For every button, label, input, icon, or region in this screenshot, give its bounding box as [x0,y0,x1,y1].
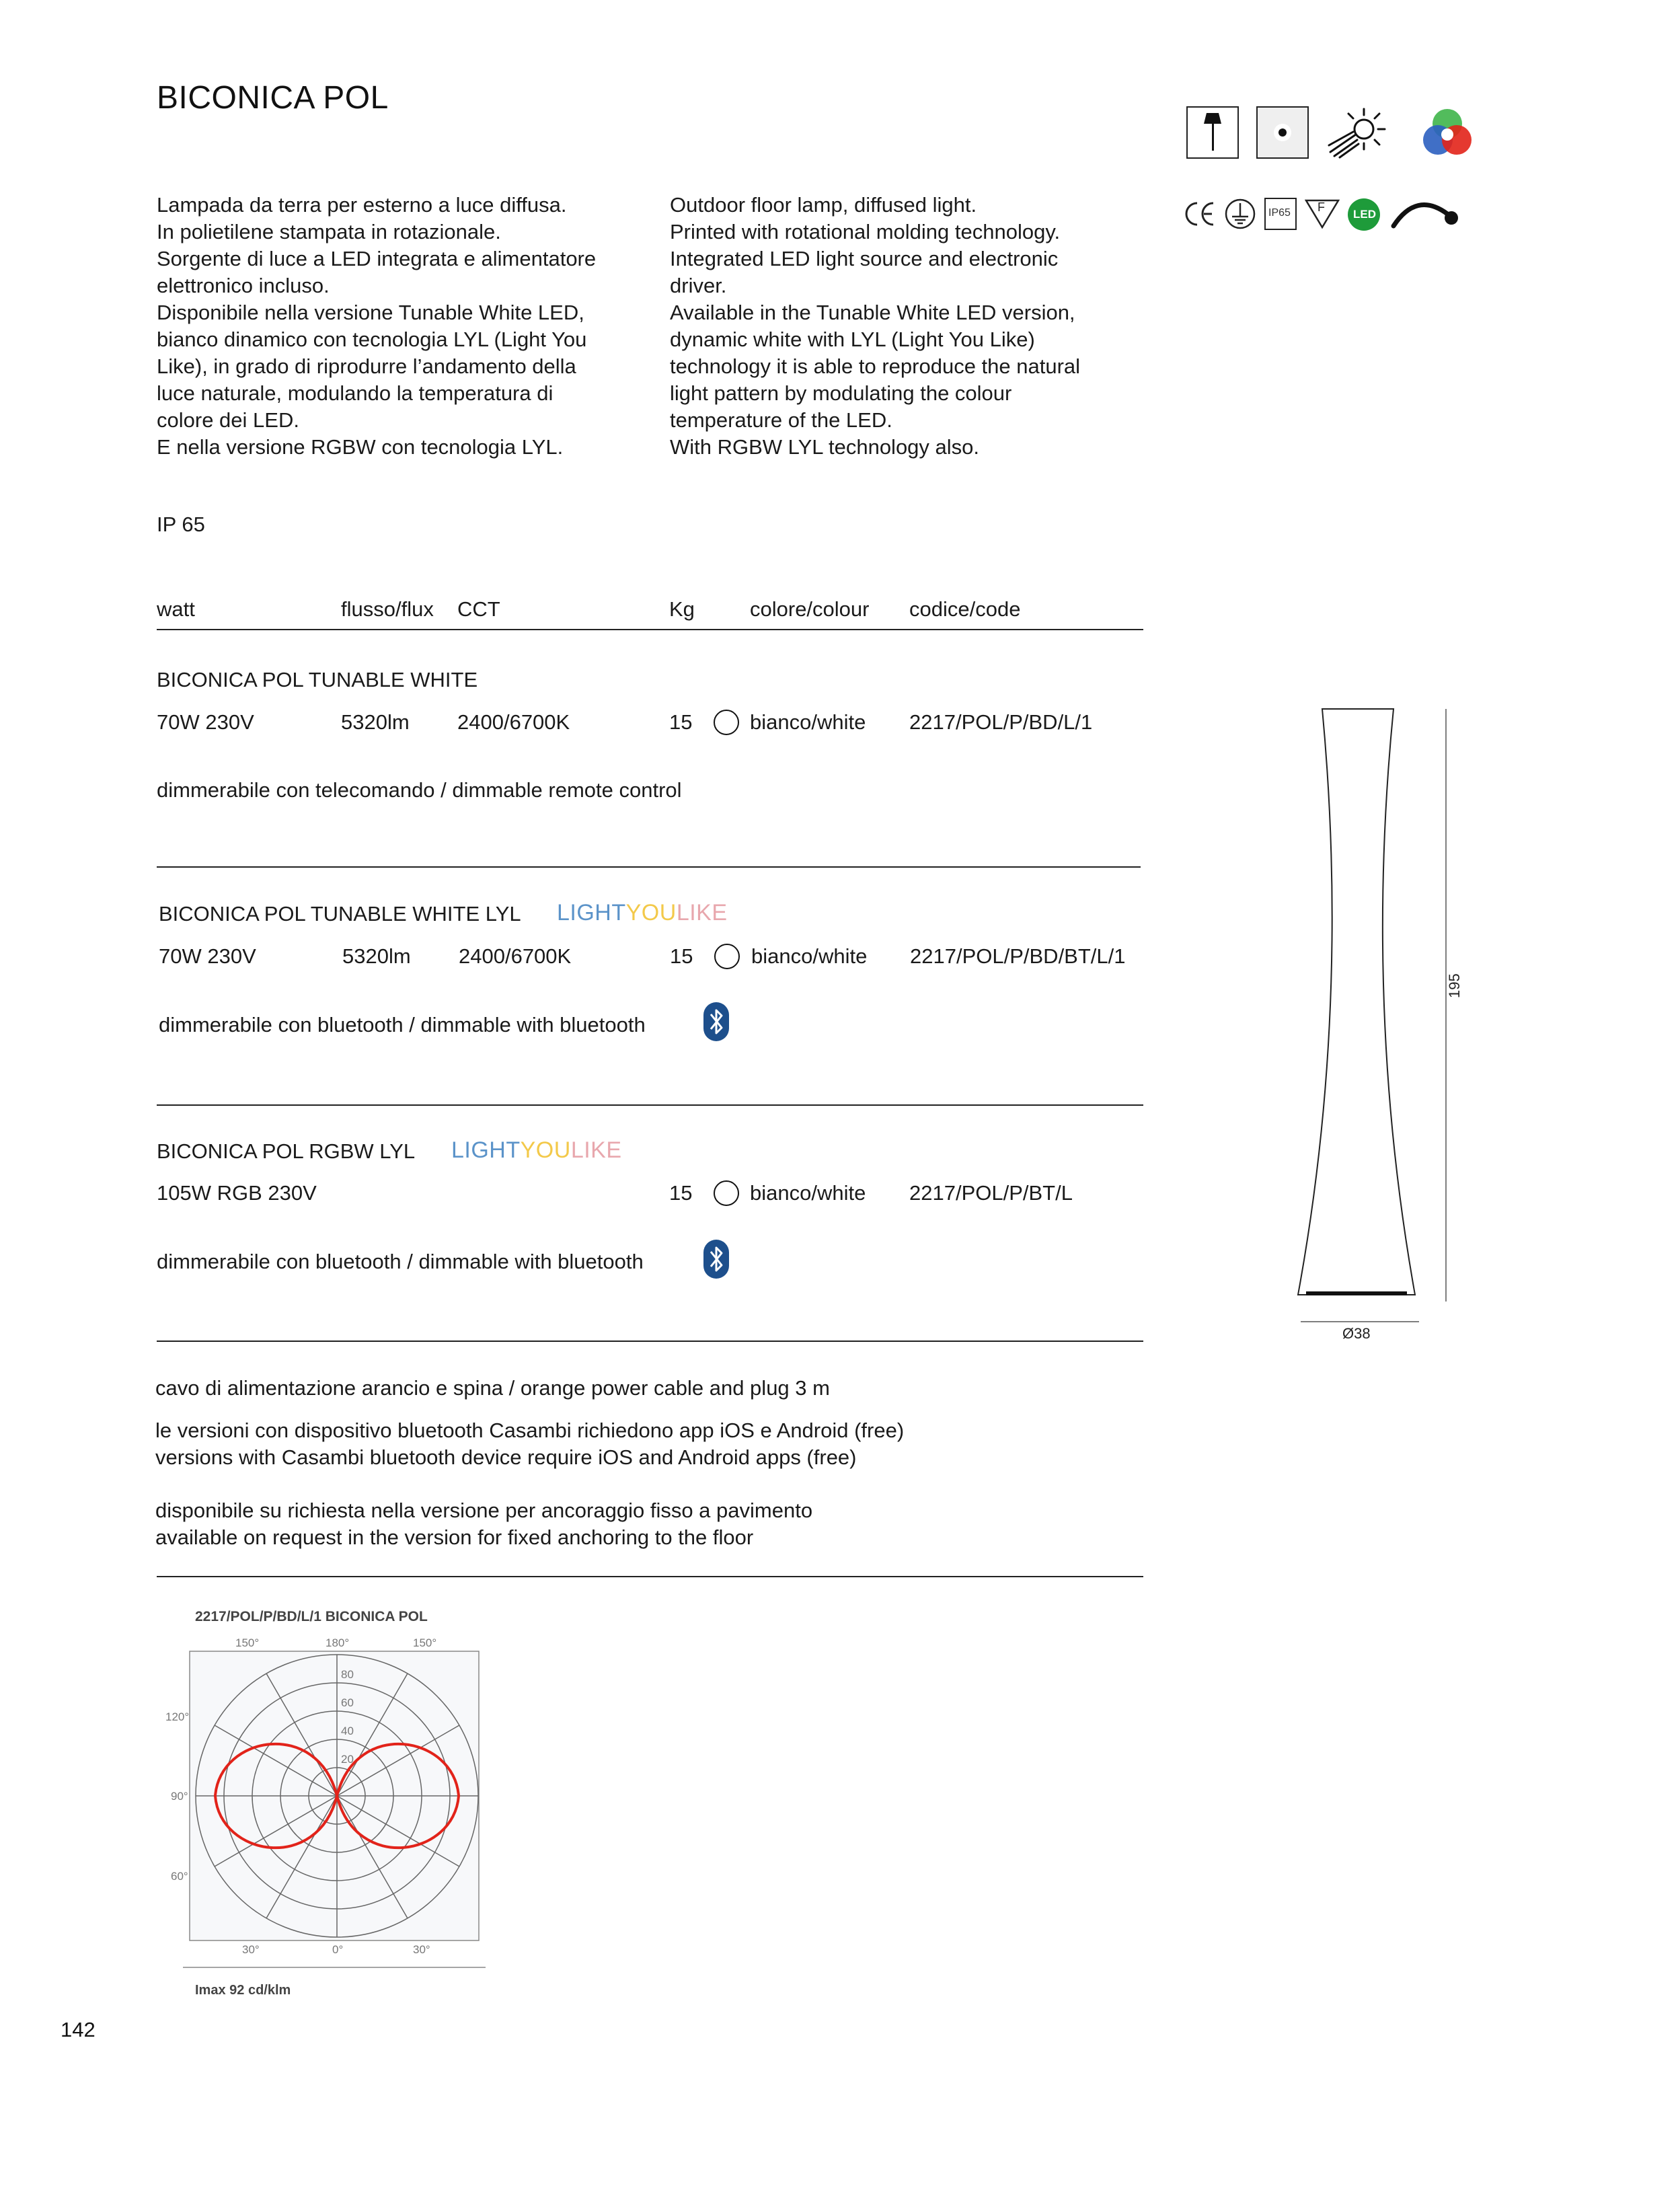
polar-top-label: 180° [326,1636,350,1649]
floor-lamp-icon [1186,106,1239,159]
polar-bottom-label: 0° [332,1943,344,1956]
earth-class-icon [1224,198,1256,233]
led-icon [1348,198,1380,231]
description-it-line: Sorgente di luce a LED integrata e alimentatore [157,247,597,270]
white-colour-swatch [714,710,739,735]
description-it [157,192,596,461]
ce-mark-icon [1184,199,1217,232]
description-en-line: temperature of the LED. [670,408,892,432]
polar-diagram [156,1601,506,2004]
lamp-drawing [1291,700,1453,1328]
lyl-logo-part: LIGHT [557,900,626,926]
description-it-line: elettronico incluso. [157,274,330,297]
description-it-line: Lampada da terra per esterno a luce diffusa. [157,193,567,217]
product-2-kg: 15 [670,944,693,968]
lyl-logo-part: LIGHT [451,1137,521,1163]
product-2-code: 2217/POL/P/BD/BT/L/1 [910,944,1126,968]
description-en-line: Outdoor floor lamp, diffused light. [670,193,977,217]
section-divider [157,1341,1143,1342]
lightyoulike-logo [451,1137,622,1164]
header-divider [157,629,1143,630]
rgb-color-icon [1419,105,1476,165]
dimmable-arc-icon [1389,191,1463,235]
polar-radial-label: 60 [341,1696,354,1709]
product-title: BICONICA POL [157,80,389,116]
product-2-note: dimmerabile con bluetooth / dimmable with bluetooth [159,1013,646,1036]
diffused-light-icon [1256,106,1309,159]
section-divider [157,1104,1143,1106]
description-en-line: Integrated LED light source and electronic [670,247,1059,270]
description-it-line: Like), in grado di riprodurre l’andamento della [157,354,576,378]
height-dimension: 195 [1446,973,1463,998]
description-it-line: E nella versione RGBW con tecnologia LYL. [157,435,564,459]
product-2-name: BICONICA POL TUNABLE WHITE LYL [159,902,521,926]
description-en-line: driver. [670,274,727,297]
description-en-line: Available in the Tunable White LED version, [670,301,1075,324]
white-colour-swatch [714,1180,739,1206]
bluetooth-icon [703,1002,729,1041]
header-colour: colore/colour [750,597,870,621]
polar-top-label: 150° [413,1636,437,1649]
header-flux: flusso/flux [341,597,434,621]
section-divider [157,866,1141,868]
bluetooth-icon [703,1240,729,1279]
ip65-icon [1264,198,1297,230]
description-it-line: Disponibile nella versione Tunable White LED, [157,301,584,324]
outdoor-sun-icon [1328,105,1388,162]
led-icon-label: LED [1353,208,1376,221]
header-watt: watt [157,597,195,621]
product-3-code: 2217/POL/P/BT/L [909,1181,1073,1205]
white-colour-swatch [714,944,740,969]
polar-radial-label: 80 [341,1668,354,1681]
polar-bottom-label: 30° [242,1943,260,1956]
polar-imax: Imax 92 cd/klm [195,1983,291,1998]
anchor-note-en: available on request in the version for fixed anchoring to the floor [155,1525,754,1549]
polar-left-label: 120° [165,1710,190,1723]
bluetooth-note-it: le versioni con dispositivo bluetooth Casambi richiedono app iOS e Android (free) [155,1419,905,1442]
anchor-note-it: disponibile su richiesta nella versione per ancoraggio fisso a pavimento [155,1499,813,1522]
product-3-note: dimmerabile con bluetooth / dimmable with bluetooth [157,1250,644,1273]
cable-note: cavo di alimentazione arancio e spina / orange power cable and plug 3 m [155,1376,830,1400]
lightyoulike-logo [557,900,728,926]
description-en-line: With RGBW LYL technology also. [670,435,980,459]
polar-left-label: 60° [171,1870,188,1883]
product-2-colour: bianco/white [751,944,868,968]
page-number: 142 [61,2018,96,2041]
footer-divider [157,1576,1143,1577]
header-kg: Kg [669,597,695,621]
polar-bottom-label: 30° [413,1943,430,1956]
lyl-logo-part: YOU [520,1137,571,1163]
header-cct: CCT [457,597,500,621]
product-3-watt: 105W RGB 230V [157,1181,317,1205]
product-1-name: BICONICA POL TUNABLE WHITE [157,668,478,691]
description-it-line: colore dei LED. [157,408,299,432]
lyl-logo-part: LIKE [676,900,728,926]
diameter-dimension: Ø38 [1342,1325,1371,1342]
product-2-watt: 70W 230V [159,944,256,968]
description-en [670,192,1080,461]
polar-top-label: 150° [235,1636,260,1649]
polar-radial-label: 20 [341,1753,354,1766]
description-it-line: luce naturale, modulando la temperatura di [157,381,553,405]
f-mark-label: F [1318,200,1325,214]
description-it-line: In polietilene stampata in rotazionale. [157,220,501,243]
lyl-logo-part: LIKE [570,1137,622,1163]
lyl-logo-part: YOU [625,900,677,926]
product-1-code: 2217/POL/P/BD/L/1 [909,710,1093,734]
description-it-line: bianco dinamico con tecnologia LYL (Light You [157,328,587,351]
ip-rating: IP 65 [157,513,205,536]
polar-left-label: 90° [171,1790,188,1803]
f-mark-icon [1305,198,1340,233]
product-1-cct: 2400/6700K [457,710,570,734]
bluetooth-note-en: versions with Casambi bluetooth device require iOS and Android apps (free) [155,1445,857,1469]
polar-diagram-svg [156,1601,506,2004]
description-en-line: light pattern by modulating the colour [670,381,1012,405]
description-en-line: dynamic white with LYL (Light You Like) [670,328,1035,351]
product-3-kg: 15 [669,1181,693,1205]
product-1-note: dimmerabile con telecomando / dimmable remote control [157,778,682,802]
product-1-watt: 70W 230V [157,710,254,734]
product-1-flux: 5320lm [341,710,410,734]
polar-title: 2217/POL/P/BD/L/1 BICONICA POL [195,1609,428,1624]
product-3-colour: bianco/white [750,1181,866,1205]
polar-radial-label: 40 [341,1725,354,1737]
product-3-name: BICONICA POL RGBW LYL [157,1139,416,1163]
header-code: codice/code [909,597,1021,621]
product-1-kg: 15 [669,710,693,734]
description-en-line: technology it is able to reproduce the natural [670,354,1081,378]
product-2-cct: 2400/6700K [459,944,572,968]
description-en-line: Printed with rotational molding technology. [670,220,1061,243]
ip65-icon-label: IP65 [1268,207,1291,219]
product-1-colour: bianco/white [750,710,866,734]
product-2-flux: 5320lm [342,944,411,968]
